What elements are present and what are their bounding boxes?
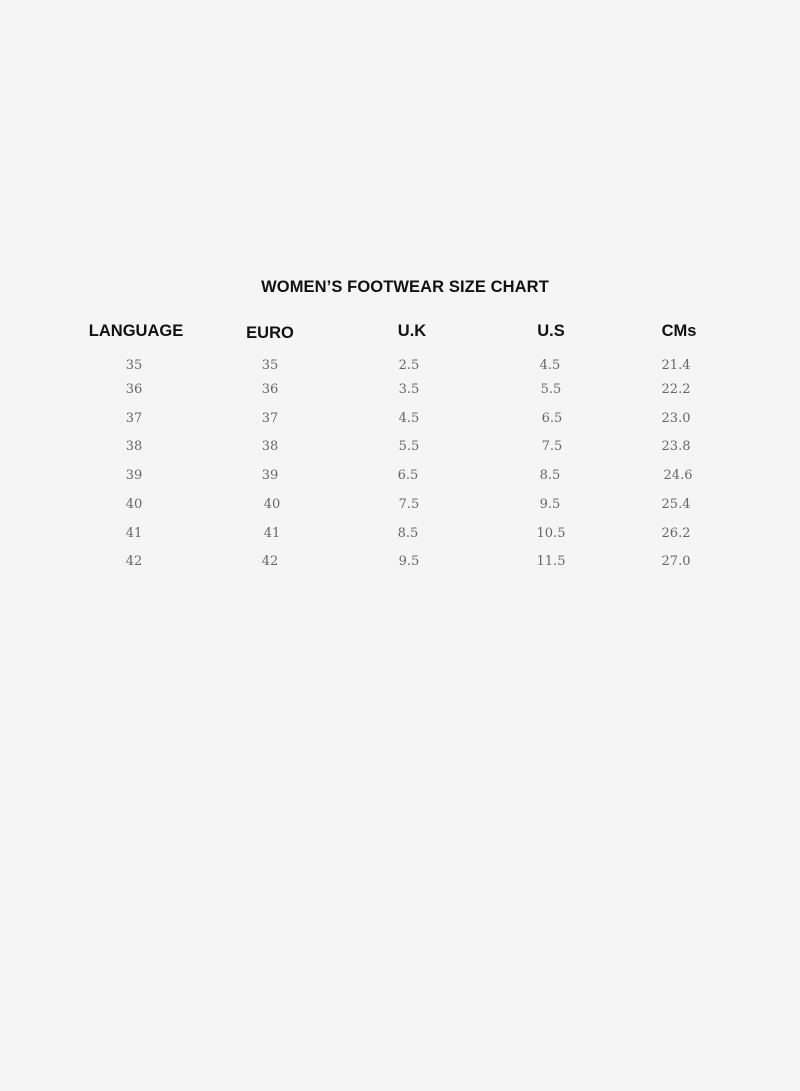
cell-language: 37 [125, 411, 143, 426]
cell-uk: 2.5 [398, 358, 420, 373]
cell-us: 9.5 [539, 497, 561, 512]
cell-cms: 23.8 [661, 439, 691, 454]
cell-cms: 25.4 [661, 497, 691, 512]
cell-uk: 9.5 [398, 554, 420, 569]
cell-us: 4.5 [539, 358, 561, 373]
cell-us: 11.5 [536, 554, 566, 569]
cell-language: 36 [125, 382, 143, 397]
size-chart-title: WOMEN’S FOOTWEAR SIZE CHART [261, 278, 549, 296]
cell-euro: 35 [261, 358, 279, 373]
cell-euro: 41 [263, 526, 281, 541]
header-cms: CMs [661, 322, 697, 340]
cell-cms: 22.2 [661, 382, 691, 397]
cell-cms: 26.2 [661, 526, 691, 541]
cell-language: 40 [125, 497, 143, 512]
cell-uk: 6.5 [397, 468, 419, 483]
cell-uk: 3.5 [398, 382, 420, 397]
cell-us: 8.5 [539, 468, 561, 483]
header-euro: EURO [246, 324, 294, 342]
cell-us: 6.5 [541, 411, 563, 426]
header-us: U.S [537, 322, 565, 340]
cell-us: 5.5 [540, 382, 562, 397]
cell-euro: 36 [261, 382, 279, 397]
cell-language: 42 [125, 554, 143, 569]
cell-language: 35 [125, 358, 143, 373]
cell-language: 39 [125, 468, 143, 483]
cell-cms: 23.0 [661, 411, 691, 426]
header-language: LANGUAGE [88, 322, 184, 340]
cell-uk: 4.5 [398, 411, 420, 426]
header-uk: U.K [397, 322, 427, 340]
cell-euro: 38 [261, 439, 279, 454]
cell-us: 7.5 [541, 439, 563, 454]
cell-cms: 27.0 [661, 554, 691, 569]
cell-uk: 7.5 [398, 497, 420, 512]
cell-euro: 37 [261, 411, 279, 426]
cell-euro: 42 [261, 554, 279, 569]
cell-uk: 5.5 [398, 439, 420, 454]
cell-cms: 24.6 [663, 468, 693, 483]
cell-euro: 39 [261, 468, 279, 483]
cell-us: 10.5 [536, 526, 566, 541]
cell-language: 41 [125, 526, 143, 541]
cell-language: 38 [125, 439, 143, 454]
cell-uk: 8.5 [397, 526, 419, 541]
cell-euro: 40 [263, 497, 281, 512]
cell-cms: 21.4 [661, 358, 691, 373]
